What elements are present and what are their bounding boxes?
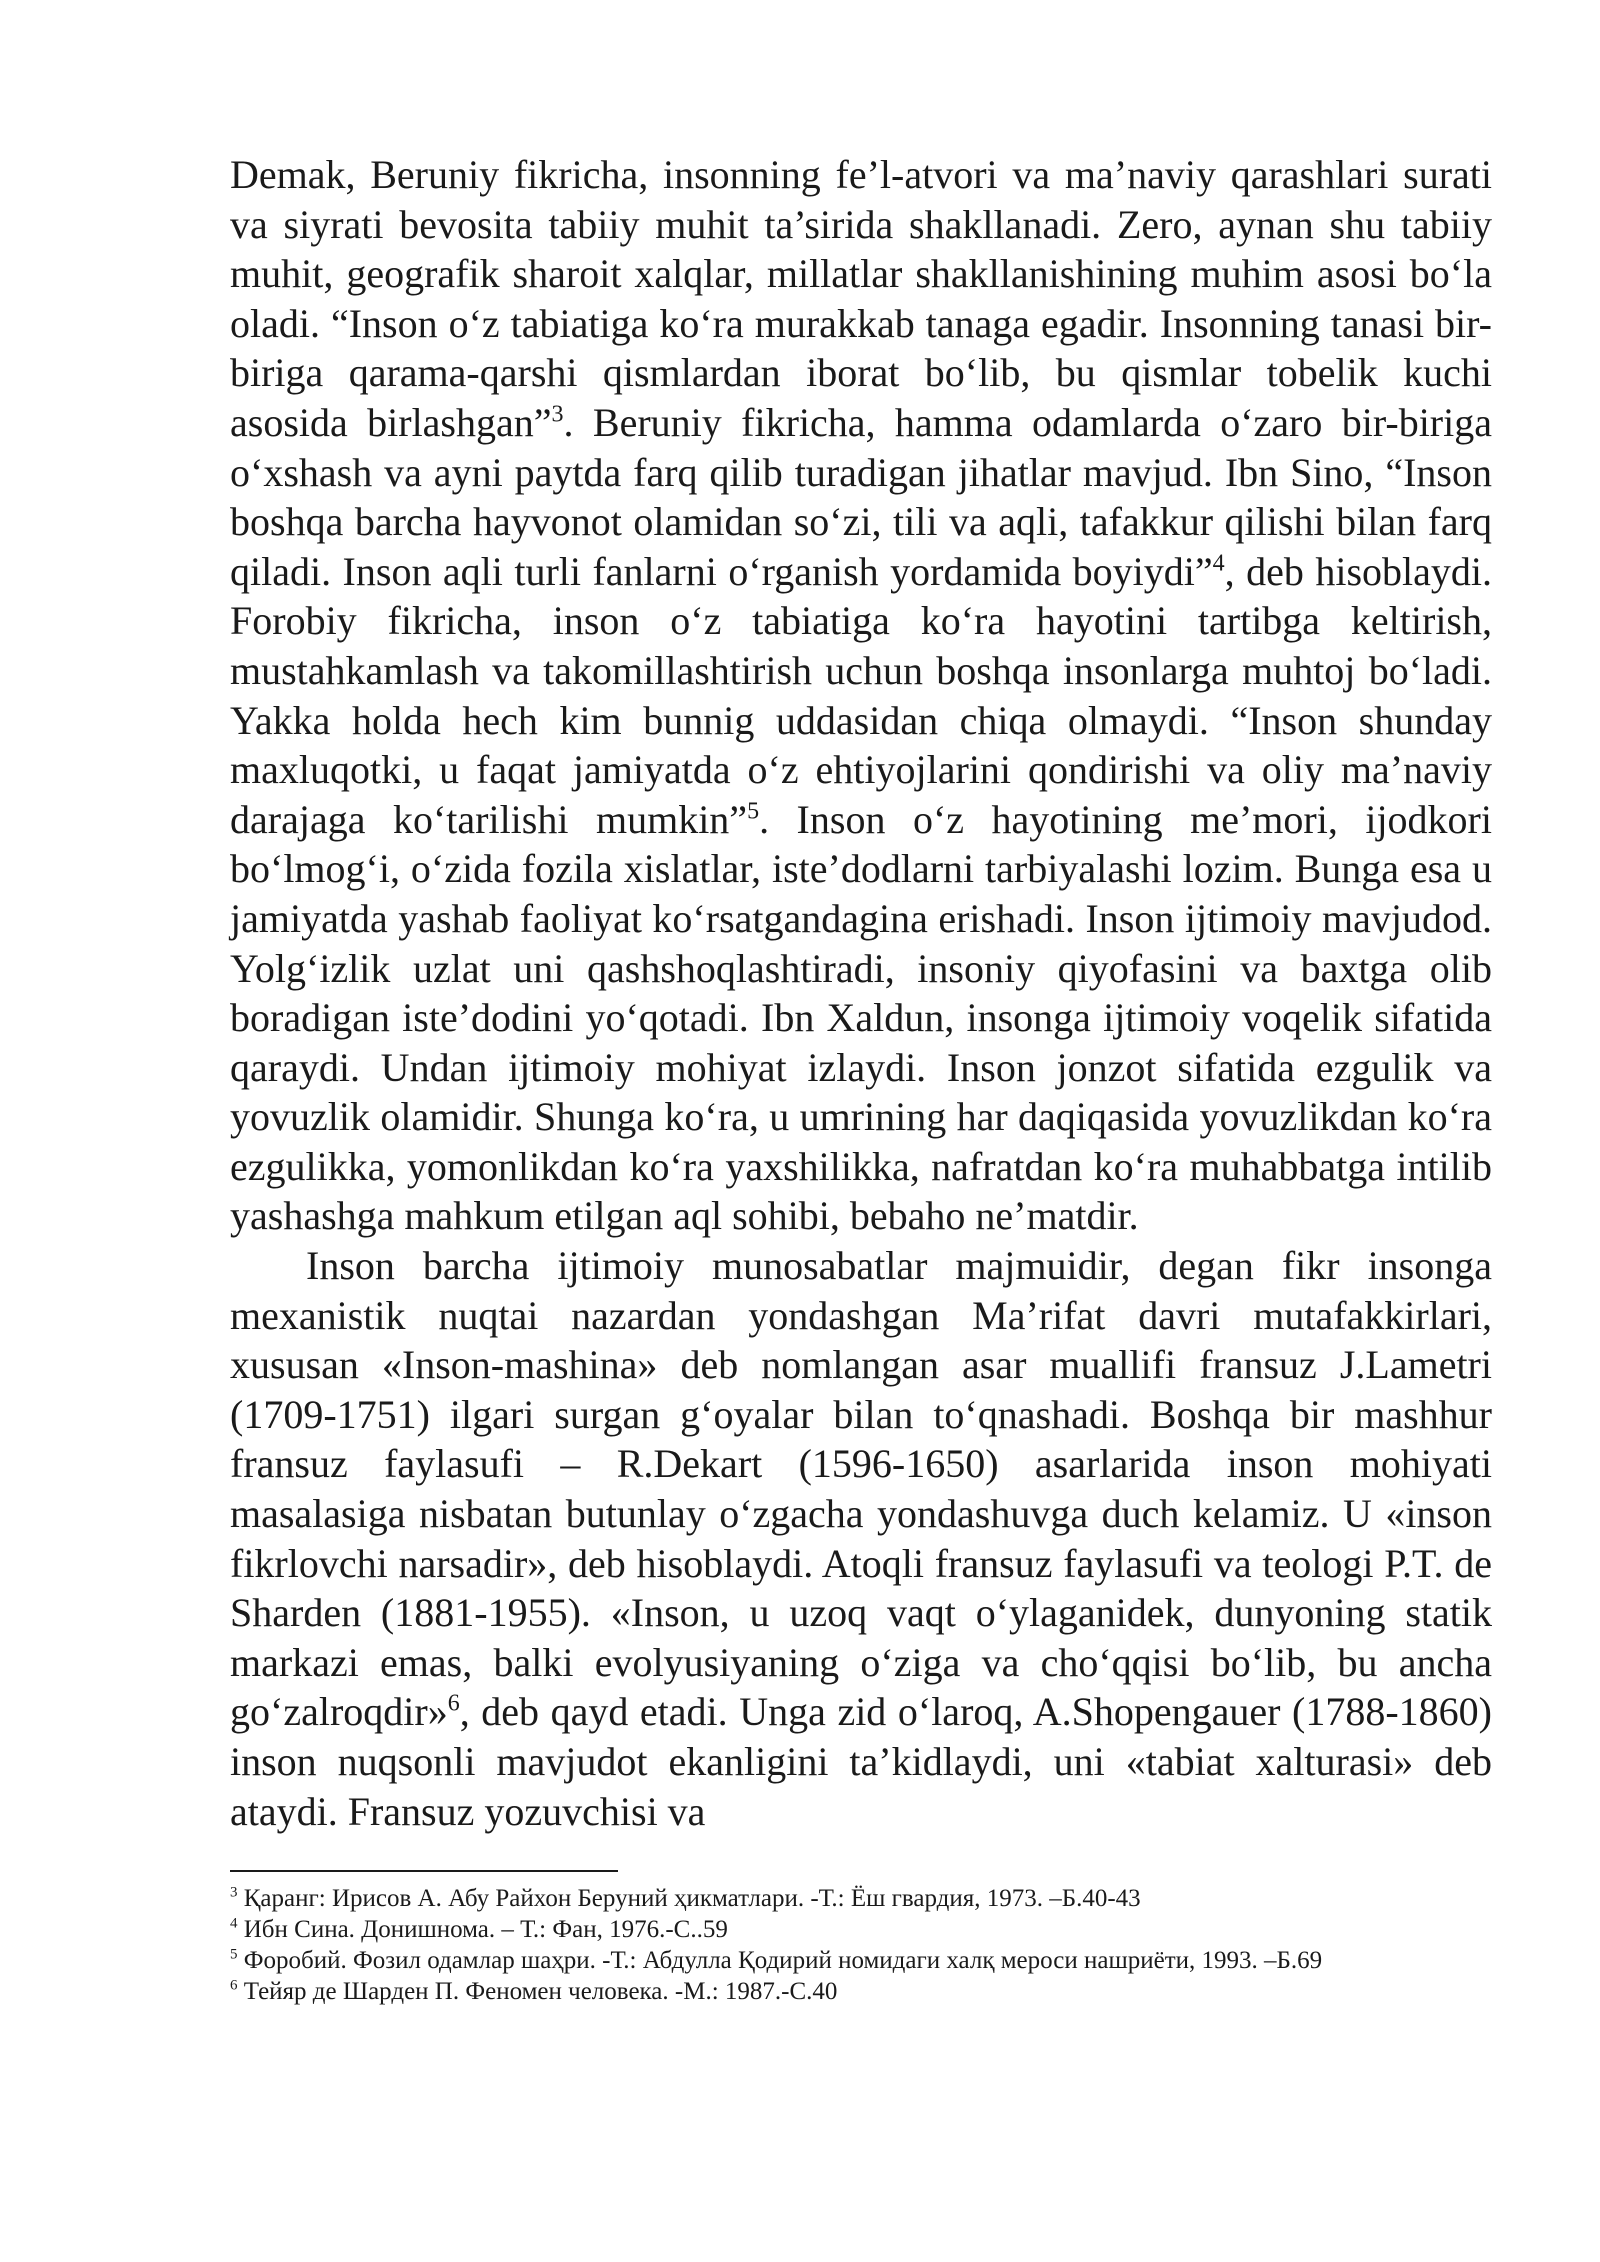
footnote-text: Форобий. Фозил одамлар шаҳри. -Т.: Абдулла Қодирий номидаги халқ мероси нашриёти, 1993. –Б.69	[243, 1947, 1323, 1975]
footnote	[230, 1884, 1492, 1914]
footnote-text: Ибн Сина. Донишнома. – Т.: Фан, 1976.-С..59	[243, 1916, 728, 1944]
footnote-text: Қаранг: Ирисов А. Абу Райхон Беруний ҳикматлари. -Т.: Ёш гвардия, 1973. –Б.40-43	[243, 1885, 1141, 1913]
body-text	[230, 150, 1492, 1836]
paragraph-text: Demak, Beruniy fikricha, insonning fe’l-atvori va ma’naviy qarashlari surati va siyrati bevosita tabiiy muhit ta’sirida shakllanadi. Zero, aynan shu tabiiy muhit, geografik sharoit xalqlar, millatlar shakllanishining muhim asosi bo‘la oladi. “Inson o‘z tabiatiga ko‘ra murakkab tanaga egadir. Insonning tanasi bir-biriga qarama-qarshi qismlardan iborat bo‘lib, bu qismlar tobelik kuchi asosida birlashgan”	[230, 152, 1492, 445]
footnote-text: Тейяр де Шарден П. Феномен человека. -М.: 1987.-С.40	[243, 1978, 838, 2006]
document-page	[230, 150, 1492, 2008]
paragraph-text: . Beruniy fikricha, hamma odamlarda o‘zaro bir-biriga o‘xshash va ayni paytda farq qilib turadigan jihatlar mavjud. Ibn Sino, “Inson boshqa barcha hayvonot olamidan so‘zi, tili va aqli, tafakkur qilishi bilan farq qiladi. Inson aqli turli fanlarni o‘rganish yordamida boyiydi”	[230, 399, 1492, 594]
footnote-separator	[230, 1870, 618, 1872]
footnote	[230, 1946, 1492, 1976]
footnote-reference: 5	[747, 798, 760, 825]
paragraph-text: , deb hisoblaydi. Forobiy fikricha, inson o‘z tabiatiga ko‘ra hayotini tartibga keltirish, mustahkamlash va takomillashtirish uchun boshqa insonlarga muhtoj bo‘ladi. Yakka holda hech kim bunnig uddasidan chiqa olmaydi. “Inson shunday maxluqotki, u faqat jamiyatda o‘z ehtiyojlarini qondirishi va oliy ma’naviy darajaga ko‘tarilishi mumkin”	[230, 548, 1492, 842]
footnotes	[230, 1884, 1492, 2007]
paragraph	[230, 1241, 1492, 1836]
footnote-number: 5	[230, 1946, 238, 1963]
footnote-reference: 6	[447, 1691, 460, 1718]
footnote-reference: 4	[1212, 550, 1225, 577]
footnote	[230, 1977, 1492, 2007]
footnote-reference: 3	[551, 401, 564, 428]
paragraph-text: Inson barcha ijtimoiy munosabatlar majmuidir, degan fikr insonga mexanistik nuqtai nazardan yondashgan Ma’rifat davri mutafakkirlari, xususan «Inson-mashina» deb nomlangan asar muallifi fransuz J.Lametri (1709-1751) ilgari surgan g‘oyalar bilan to‘qnashadi. Boshqa bir mashhur fransuz faylasufi – R.Dekart (1596-1650) asarlarida inson mohiyati masalasiga nisbatan butunlay o‘zgacha yondashuvga duch kelamiz. U «inson fikrlovchi narsadir», deb hisoblaydi. Atoqli fransuz faylasufi va teologi P.T. de Sharden (1881-1955). «Inson, u uzoq vaqt o‘ylaganidek, dunyoning statik markazi emas, balki evolyusiyaning o‘ziga va cho‘qqisi bo‘lib, bu ancha go‘zalroqdir»	[230, 1243, 1492, 1735]
paragraph	[230, 150, 1492, 1241]
footnote-number: 6	[230, 1977, 238, 1994]
paragraph-text: . Inson o‘z hayotining me’mori, ijodkori bo‘lmog‘i, o‘zida fozila xislatlar, iste’dodlarni tarbiyalashi lozim. Bunga esa u jamiyatda yashab faoliyat ko‘rsatgandagina erishadi. Inson ijtimoiy mavjudod. Yolg‘izlik uzlat uni qashshoqlashtiradi, insoniy qiyofasini va baxtga olib boradigan iste’dodini yo‘qotadi. Ibn Xaldun, insonga ijtimoiy voqelik sifatida qaraydi. Undan ijtimoiy mohiyat izlaydi. Inson jonzot sifatida ezgulik va yovuzlik olamidir. Shunga ko‘ra, u umrining har daqiqasida yovuzlikdan ko‘ra ezgulikka, yomonlikdan ko‘ra yaxshilikka, nafratdan ko‘ra muhabbatga intilib yashashga mahkum etilgan aql sohibi, bebaho ne’matdir.	[230, 796, 1492, 1239]
paragraph-text: , deb qayd etadi. Unga zid o‘laroq, A.Shopengauer (1788-1860) inson nuqsonli mavjudot ekanligini ta’kidlaydi, uni «tabiat xalturasi» deb ataydi. Fransuz yozuvchisi va	[230, 1689, 1492, 1834]
footnote-number: 4	[230, 1915, 238, 1932]
footnote-number: 3	[230, 1884, 238, 1901]
footnote	[230, 1915, 1492, 1945]
